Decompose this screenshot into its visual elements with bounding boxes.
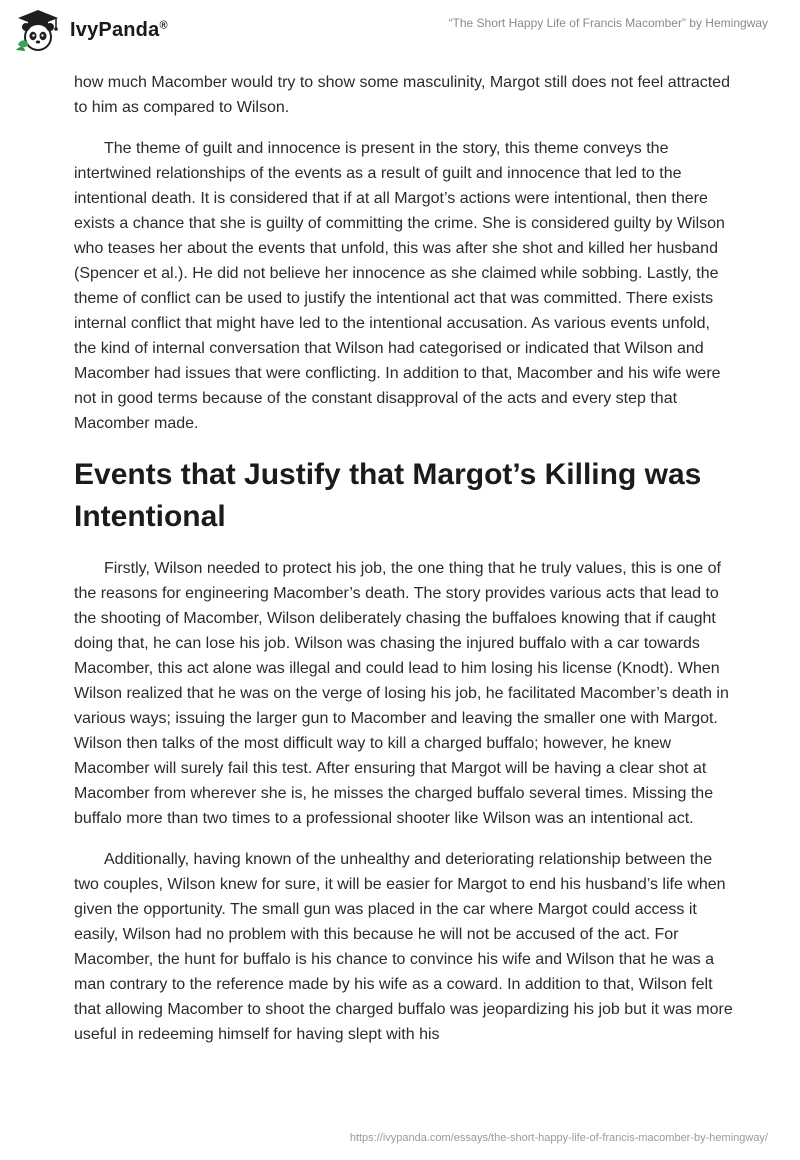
source-url[interactable]: https://ivypanda.com/essays/the-short-happy-life-of-francis-macomber-by-hemingway/ (349, 1132, 768, 1144)
paragraph-additionally: Additionally, having known of the unhealthy and deteriorating relationship between the two couples, Wilson knew for sure, it will be easier for Margot to end his husband’s life when given the opportunity. The small gun was placed in the car where Margot could access it easily, Wilson had no problem with this because he will not be accused of the act. For Macomber, the hunt for buffalo is his chance to convince his wife and Wilson that he was a man contrary to the reference made by his wife as a coward. In addition to that, Wilson felt that allowing Macomber to shoot the charged buffalo was jeopardizing his job but it was more useful in redeeming himself for having slept with his (74, 851, 733, 1043)
paragraph-guilt-innocence: The theme of guilt and innocence is present in the story, this theme conveys the intertwined relationships of the events as a result of guilt and innocence that led to the intentional death. It is considered that if at all Margot’s actions were intentional, then there exists a chance that she is guilty of committing the crime. She is considered guilty by Wilson who teases her about the events that unfold, this was after she shot and killed her husband (Spencer et al.). He did not believe her innocence as she claimed while sobbing. Lastly, the theme of conflict can be used to justify the intentional act that was committed. There exists internal conflict that might have led to the intentional accusation. As various events unfold, the kind of internal conversation that Wilson had categorised or indicated that Wilson and Macomber had issues that were conflicting. In addition to that, Macomber and his wife were not in good terms because of the constant disapproval of the acts and every step that Macomber made. (74, 140, 725, 432)
panda-graduate-icon (14, 8, 62, 52)
page-header (0, 0, 800, 60)
section-heading: Events that Justify that Margot’s Killing was Intentional (74, 458, 702, 533)
document-title: “The Short Happy Life of Francis Macomber” by Hemingway (448, 16, 768, 30)
logo-text: IvyPanda (70, 18, 160, 41)
paragraph-firstly: Firstly, Wilson needed to protect his job, the one thing that he truly values, this is one of the reasons for engineering Macomber’s death. The story provides various acts that lead to the shooting of Macomber, Wilson deliberately chasing the buffaloes knowing that if caught doing that, he can lose his job. Wilson was chasing the injured buffalo with a car towards Macomber, this act alone was illegal and could lead to him losing his license (Knodt). When Wilson realized that he was on the verge of losing his job, he facilitated Macomber’s death in various ways; issuing the larger gun to Macomber and leaving the smaller one with Margot. Wilson then talks of the most difficult way to kill a charged buffalo; however, he knew Macomber will surely fail this test. After ensuring that Margot will be having a clear shot at Macomber from wherever she is, he misses the charged buffalo several times. Missing the buffalo more than two times to a professional shooter like Wilson was an intentional act. (74, 560, 729, 827)
ivypanda-logo[interactable] (14, 8, 168, 52)
essay-content (74, 70, 734, 1063)
registered-mark: ® (159, 18, 168, 31)
paragraph-continued: how much Macomber would try to show some masculinity, Margot still does not feel attracted to him as compared to Wilson. (74, 74, 730, 116)
